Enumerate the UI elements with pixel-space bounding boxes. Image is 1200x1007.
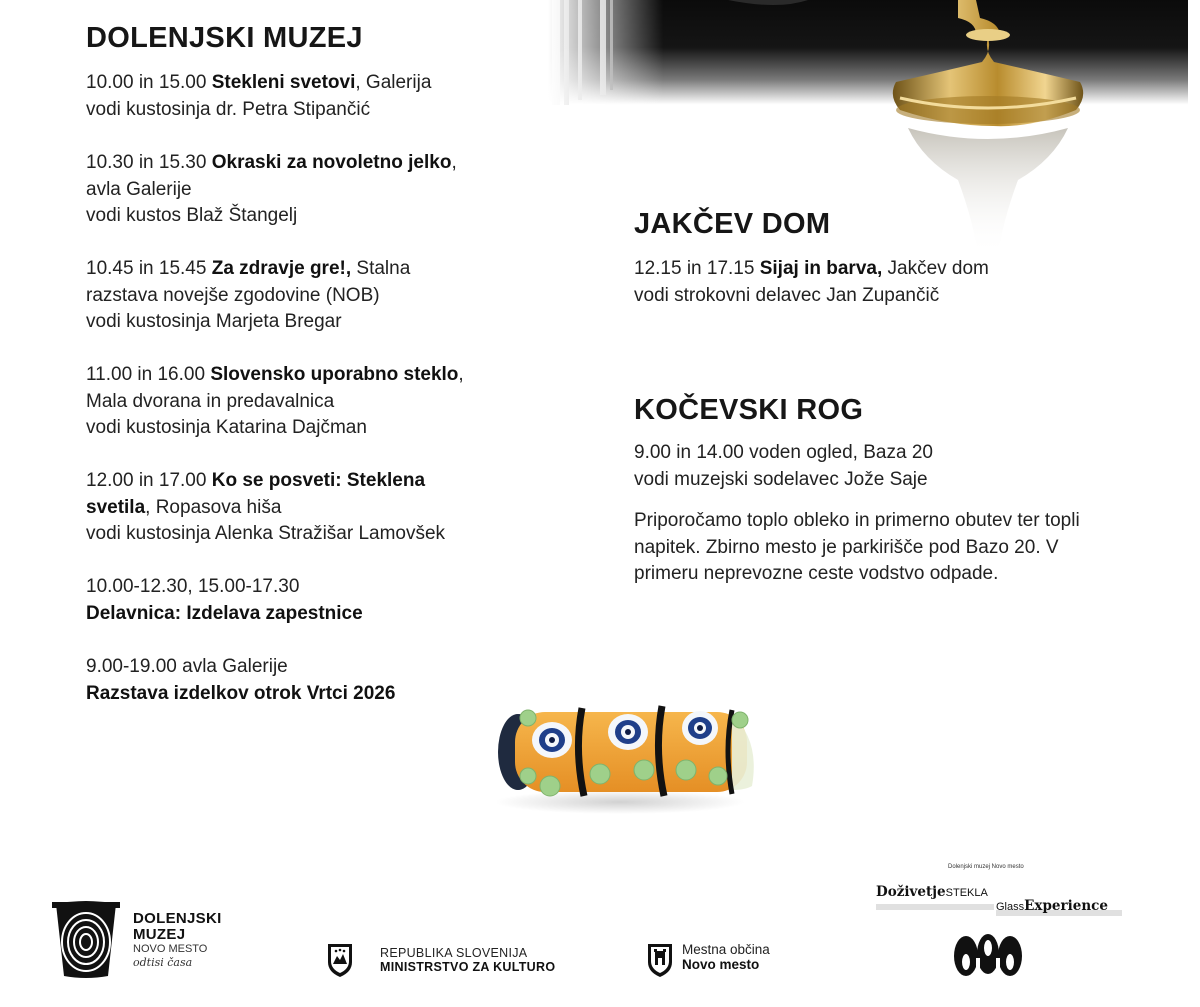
event-delavnica <box>86 574 363 627</box>
event-time: 10.45 in 15.45 <box>86 258 207 279</box>
dozivetje-stekla-wordmark <box>876 884 988 900</box>
event-time: 10.30 in 15.30 <box>86 152 207 173</box>
glass-experience-logo-icon <box>952 932 1024 980</box>
event-guide: vodi strokovni delavec Jan Zupančič <box>634 284 940 306</box>
event-slovensko-uporabno-steklo <box>86 362 464 442</box>
dolenjski-muzej-logo-text <box>133 911 222 969</box>
event-location: avla Galerije <box>86 178 192 200</box>
bead-eye <box>682 711 718 745</box>
kocevski-rog-heading: KOČEVSKI ROG <box>634 394 864 426</box>
ministry-logo-text <box>380 946 555 974</box>
wordmark-reflection <box>876 900 1124 918</box>
glass-bead-image <box>470 690 770 820</box>
event-title: Za zdravje gre!, <box>211 258 352 279</box>
event-time: 10.00 in 15.00 <box>86 72 207 93</box>
novo-mesto-coat-of-arms-icon <box>646 942 674 978</box>
slovenia-coat-of-arms-icon <box>326 942 354 978</box>
event-title: Slovensko uporabno steklo <box>210 364 459 385</box>
logo-word: Experience <box>1024 898 1108 914</box>
event-location: , Galerija <box>355 72 432 93</box>
event-location: , <box>458 364 464 385</box>
logo-word: Glass <box>996 901 1025 913</box>
jakcev-dom-heading: JAKČEV DOM <box>634 208 831 240</box>
event-sijaj-in-barva <box>634 256 989 309</box>
event-guide: vodi kustosinja Alenka Stražišar Lamovšek <box>86 523 446 544</box>
event-guide: vodi kustosinja dr. Petra Stipančić <box>86 98 371 120</box>
logo-line: NOVO MESTO <box>133 943 208 955</box>
event-title: Sijaj in barva, <box>759 258 883 279</box>
event-guide: vodi kustos Blaž Štangelj <box>86 205 298 226</box>
event-location: Stalna <box>351 258 411 279</box>
event-title: svetila <box>86 496 146 518</box>
note-line: napitek. Zbirno mesto je parkirišče pod Bazo 20. V <box>634 536 1059 558</box>
note-line: Priporočamo toplo obleko in primerno obutev ter topli <box>634 510 1080 531</box>
bead-eye <box>608 714 648 750</box>
dolenjski-muzej-heading: DOLENJSKI MUZEJ <box>86 22 363 54</box>
event-location: , <box>451 152 457 173</box>
event-title: Ko se posveti: Steklena <box>211 470 426 491</box>
event-title: Delavnica: Izdelava zapestnice <box>86 602 363 624</box>
event-guide: vodi kustosinja Marjeta Bregar <box>86 311 342 332</box>
logo-line: MUZEJ <box>133 926 186 943</box>
event-okraski <box>86 150 457 230</box>
glass-experience-tiny-text: Dolenjski muzej Novo mesto <box>948 864 1024 870</box>
event-guide: vodi muzejski sodelavec Jože Saje <box>634 468 928 490</box>
event-time: 12.00 in 17.00 <box>86 470 207 491</box>
event-title: Okraski za novoletno jelko <box>211 152 452 173</box>
logo-line: MINISTRSTVO ZA KULTURO <box>380 960 556 974</box>
event-razstava <box>86 654 395 707</box>
dolenjski-muzej-logo-icon <box>52 898 120 980</box>
logo-line: Mestna občina <box>682 942 770 957</box>
event-location: razstava novejše zgodovine (NOB) <box>86 284 380 306</box>
event-guide: vodi kustosinja Katarina Dajčman <box>86 417 367 438</box>
event-stekleni-svetovi <box>86 70 431 123</box>
event-time: 11.00 in 16.00 <box>86 364 206 385</box>
logo-line: odtisi časa <box>133 956 193 969</box>
bead-eye <box>532 722 572 758</box>
event-time-location: 9.00 in 14.00 voden ogled, Baza 20 <box>634 442 933 463</box>
municipality-logo-text <box>682 942 770 972</box>
logo-word: Doživetje <box>876 884 946 900</box>
logo-line: DOLENJSKI <box>133 910 222 927</box>
kocevski-rog-note <box>634 508 1080 588</box>
event-time: 12.15 in 17.15 <box>634 258 755 279</box>
event-voden-ogled <box>634 440 933 493</box>
logo-line: REPUBLIKA SLOVENIJA <box>380 946 528 960</box>
event-ko-se-posveti <box>86 468 445 548</box>
event-title: Stekleni svetovi <box>211 72 356 93</box>
logo-word: STEKLA <box>945 887 988 899</box>
logo-line: Novo mesto <box>682 957 760 972</box>
event-time: 10.00-12.30, 15.00-17.30 <box>86 576 300 597</box>
event-location: Jakčev dom <box>882 258 989 279</box>
event-za-zdravje-gre <box>86 256 410 336</box>
event-time: 9.00-19.00 avla Galerije <box>86 656 288 677</box>
event-title: Razstava izdelkov otrok Vrtci 2026 <box>86 682 396 704</box>
event-location: , Ropasova hiša <box>145 496 282 518</box>
note-line: primeru neprevozne ceste vodstvo odpade. <box>634 563 999 584</box>
event-location: Mala dvorana in predavalnica <box>86 390 335 412</box>
